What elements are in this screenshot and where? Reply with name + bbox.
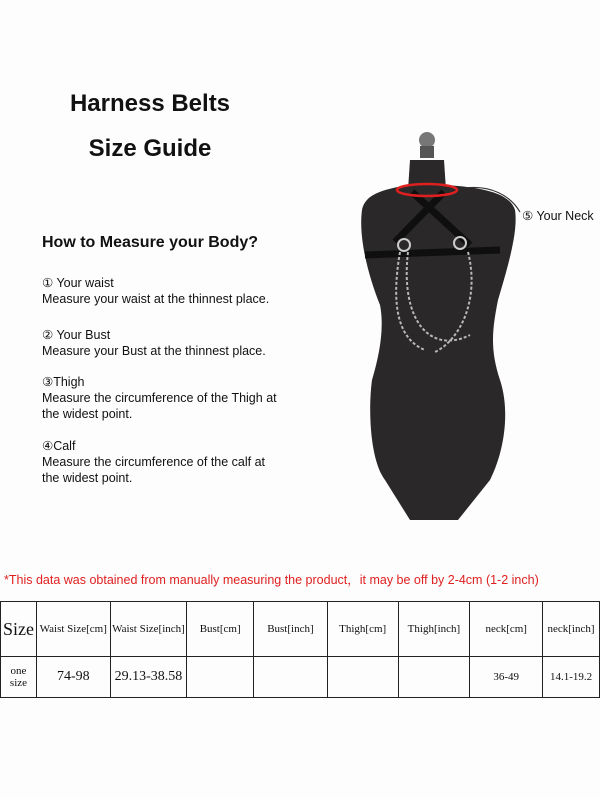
cell-bust-cm [187,657,254,698]
disclaimer-note: *This data was obtained from manually measuring the product，it may be off by 2-4cm (1-2 inch) [4,573,539,587]
step-calf-heading: ④Calf [42,439,76,453]
header-neck-inch: neck[inch] [543,602,600,657]
how-to-heading: How to Measure your Body? [42,234,259,251]
table-header-row [1,602,600,657]
step-bust [42,327,282,359]
step-waist [42,275,282,307]
cell-neck-cm: 36-49 [470,657,543,698]
step-thigh [42,374,277,422]
page-subtitle: Size Guide [88,135,212,162]
cell-waist-cm: 74-98 [36,657,110,698]
cell-size: one size [1,657,37,698]
header-waist-inch: Waist Size[inch] [110,602,187,657]
header-waist-cm: Waist Size[cm] [36,602,110,657]
cell-bust-inch [254,657,328,698]
header-thigh-inch: Thigh[inch] [398,602,470,657]
header-bust-inch: Bust[inch] [254,602,328,657]
page-title: Harness Belts [69,90,231,117]
step-waist-heading: ① Your waist [42,276,114,290]
harness-bust-strap [365,250,500,255]
table-row [1,657,600,698]
step-waist-text: Measure your waist at the thinnest place. [42,292,270,306]
mannequin-illustration [340,130,540,550]
cell-neck-inch: 14.1-19.2 [543,657,600,698]
neck-label: ⑤ Your Neck [522,209,594,223]
step-calf [42,438,267,486]
header-thigh-cm: Thigh[cm] [327,602,398,657]
step-thigh-text: Measure the circumference of the Thigh at the widest point. [42,391,277,421]
header-size: Size [1,602,37,657]
header-neck-cm: neck[cm] [470,602,543,657]
cell-thigh-cm [327,657,398,698]
mannequin-torso [361,185,515,520]
size-table [0,601,600,698]
header-bust-cm: Bust[cm] [187,602,254,657]
cell-waist-inch: 29.13-38.58 [110,657,187,698]
cell-thigh-inch [398,657,470,698]
mannequin-knob-base [420,146,434,158]
step-bust-text: Measure your Bust at the thinnest place. [42,344,266,358]
step-bust-heading: ② Your Bust [42,328,111,342]
step-thigh-heading: ③Thigh [42,375,85,389]
mannequin-knob [419,132,435,148]
step-calf-text: Measure the circumference of the calf at the widest point. [42,455,266,485]
